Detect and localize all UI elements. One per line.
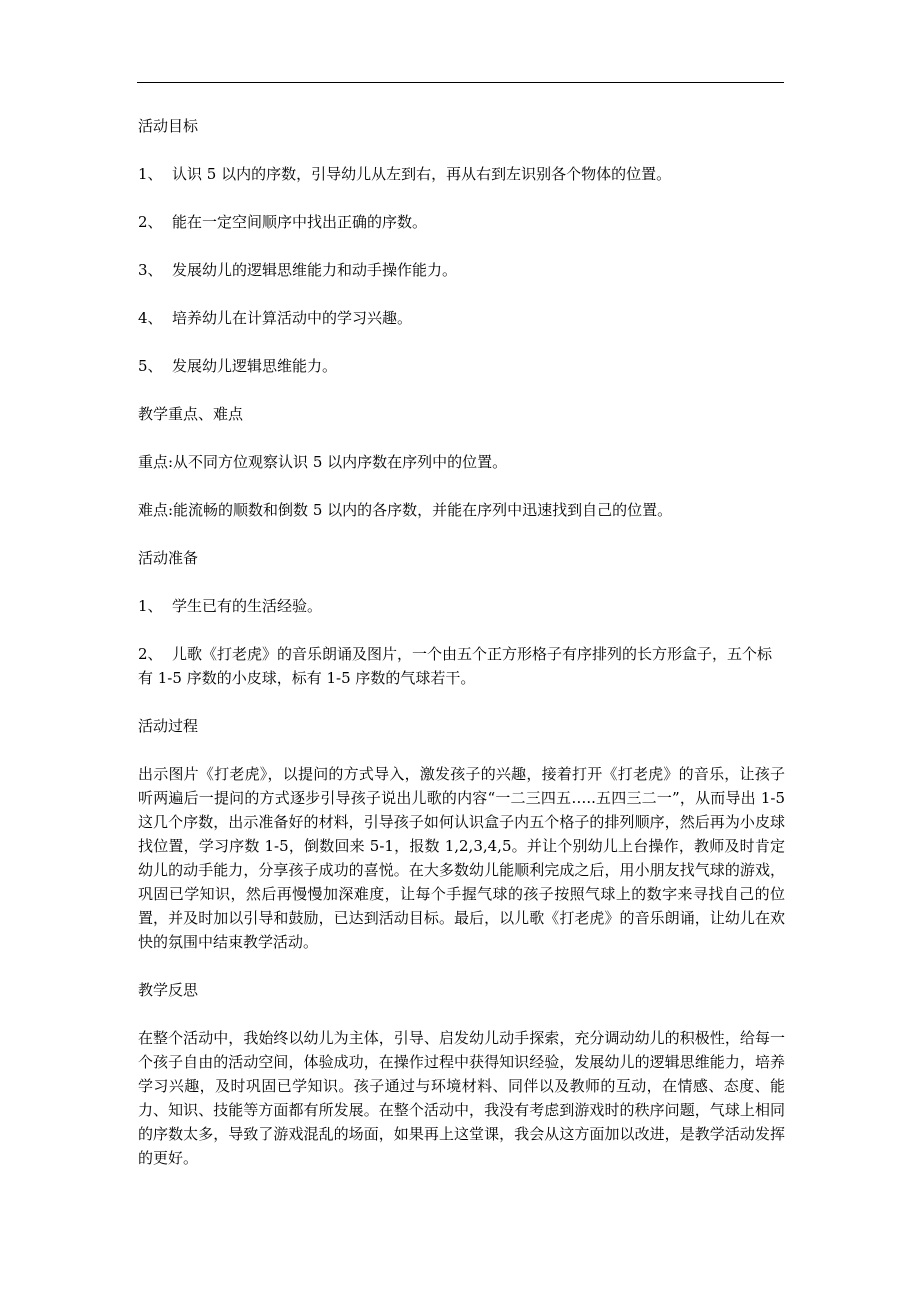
goals-heading: 活动目标 [138,117,199,135]
preparation-heading: 活动准备 [138,549,199,567]
goal-number: 5、 [138,357,163,375]
header-rule [137,82,784,83]
prep-number: 1、 [138,597,163,615]
goal-text: 培养幼儿在计算活动中的学习兴趣。 [172,309,413,327]
process-text: 出示图片《打老虎》，以提问的方式导入，激发孩子的兴趣，接着打开《打老虎》的音乐，让孩子听两遍后一提问的方式逐步引导孩子说出儿歌的内容“一二三四五…..五四三二一”，从而导出 1-5 这几个序数，出示准备好的材料，引导孩子如何认识盒子内五个格子的排列顺序，然后再为小皮球找位置，学习序数 1-5，倒数回来 5-1，报数 1,2,3,4,5。并让个别幼儿上台操作，教师及时肯定幼儿的动手能力，分享孩子成功的喜悦。在大多数幼儿能顺利完成之后，用小朋友找气球的游戏，巩固已学知识，然后再慢慢加深难度，让每个手握气球的孩子按照气球上的数字来寻找自己的位置，并及时加以引导和鼓励，已达到活动目标。最后，以儿歌《打老虎》的音乐朗诵，让幼儿在欢快的氛围中结束教学活动。 [138,765,785,951]
goal-number: 1、 [138,165,163,183]
goal-number: 3、 [138,261,163,279]
goal-item-5 [138,354,785,378]
key-point-text: 重点:从不同方位观察认识 5 以内序数在序列中的位置。 [138,453,508,471]
prep-number: 2、 [138,645,163,663]
goal-number: 2、 [138,213,163,231]
reflection-text: 在整个活动中，我始终以幼儿为主体，引导、启发幼儿动手探索，充分调动幼儿的积极性，给每一个孩子自由的活动空间，体验成功，在操作过程中获得知识经验，发展幼儿的逻辑思维能力，培养学习兴趣，及时巩固已学知识。孩子通过与环境材料、同伴以及教师的互动，在情感、态度、能力、知识、技能等方面都有所发展。在整个活动中，我没有考虑到游戏时的秩序问题，气球上相同的序数太多，导致了游戏混乱的场面，如果再上这堂课，我会从这方面加以改进，是教学活动发挥的更好。 [138,1029,785,1167]
goal-item-3 [138,258,785,282]
key-difficulty-heading: 教学重点、难点 [138,405,244,423]
goal-item-1 [138,162,785,186]
process-heading: 活动过程 [138,717,199,735]
prep-item-2 [138,642,785,690]
prep-item-1 [138,594,785,618]
goal-text: 认识 5 以内的序数，引导幼儿从左到右，再从右到左识别各个物体的位置。 [172,165,672,183]
goal-number: 4、 [138,309,163,327]
goal-item-2 [138,210,785,234]
reflection-heading: 教学反思 [138,981,199,999]
goal-item-4 [138,306,785,330]
goal-text: 发展幼儿的逻辑思维能力和动手操作能力。 [172,261,458,279]
difficulty-text: 难点:能流畅的顺数和倒数 5 以内的各序数，并能在序列中迅速找到自己的位置。 [138,501,673,519]
prep-text: 学生已有的生活经验。 [172,597,323,615]
goal-text: 发展幼儿逻辑思维能力。 [172,357,338,375]
prep-text: 儿歌《打老虎》的音乐朗诵及图片，一个由五个正方形格子有序排列的长方形盒子，五个标有 1-5 序数的小皮球，标有 1-5 序数的气球若干。 [138,645,773,687]
document-body [138,114,785,1194]
goal-text: 能在一定空间顺序中找出正确的序数。 [172,213,428,231]
